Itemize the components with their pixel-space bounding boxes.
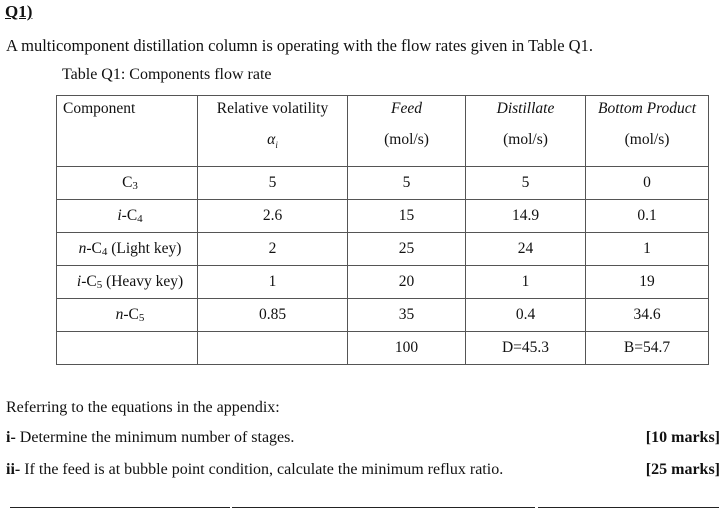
component-cell: n-C5	[57, 299, 198, 332]
header-component: Component	[57, 96, 198, 167]
distillate-cell: 24	[466, 233, 586, 266]
header-volatility: Relative volatility $\alpha_i$	[198, 96, 348, 167]
feed-cell: 20	[348, 266, 466, 299]
volatility-cell: 2.6	[198, 200, 348, 233]
bottom-cell: 1	[586, 233, 709, 266]
bottom-rule-right	[538, 507, 719, 508]
volatility-cell: 2	[198, 233, 348, 266]
question-ii	[6, 461, 720, 479]
distillate-cell: 14.9	[466, 200, 586, 233]
question-label: ii-	[6, 461, 21, 478]
table-row	[57, 167, 709, 200]
distillate-cell: 1	[466, 266, 586, 299]
bottom-rule-middle	[232, 507, 535, 508]
bottom-cell: 34.6	[586, 299, 709, 332]
feed-cell: 25	[348, 233, 466, 266]
feed-cell: 35	[348, 299, 466, 332]
volatility-cell: 5	[198, 167, 348, 200]
empty-cell	[57, 332, 198, 365]
question-label: i-	[6, 429, 16, 446]
alpha-symbol: $\alpha_i$	[267, 131, 278, 150]
feed-total-cell: 100	[348, 332, 466, 365]
distillate-cell: 5	[466, 167, 586, 200]
table-row	[57, 266, 709, 299]
question-i	[6, 429, 720, 447]
empty-cell	[198, 332, 348, 365]
bottom-total-cell: B=54.7	[586, 332, 709, 365]
bottom-cell: 0.1	[586, 200, 709, 233]
bottom-cell: 0	[586, 167, 709, 200]
flow-rate-table	[56, 95, 709, 365]
table-row	[57, 233, 709, 266]
marks-badge: [10 marks]	[645, 429, 720, 446]
feed-cell: 5	[348, 167, 466, 200]
instruction-text: Referring to the equations in the appendix:	[6, 399, 280, 416]
component-cell: C3	[57, 167, 198, 200]
header-distillate: Distillate (mol/s)	[466, 96, 586, 167]
header-feed: Feed (mol/s)	[348, 96, 466, 167]
volatility-cell: 1	[198, 266, 348, 299]
bottom-cell: 19	[586, 266, 709, 299]
marks-badge: [25 marks]	[645, 461, 720, 478]
distillate-total-cell: D=45.3	[466, 332, 586, 365]
table-caption: Table Q1: Components flow rate	[62, 66, 272, 83]
totals-row	[57, 332, 709, 365]
component-cell: i-C5 (Heavy key)	[57, 266, 198, 299]
question-heading: Q1)	[5, 2, 33, 21]
header-bottom-product: Bottom Product (mol/s)	[586, 96, 709, 167]
feed-cell: 15	[348, 200, 466, 233]
component-cell: n-C4 (Light key)	[57, 233, 198, 266]
table-header-row	[57, 96, 709, 167]
table-row	[57, 299, 709, 332]
question-text: If the feed is at bubble point condition, calculate the minimum reflux ratio.	[20, 461, 504, 478]
table-row	[57, 200, 709, 233]
question-text: Determine the minimum number of stages.	[15, 429, 295, 446]
intro-text: A multicomponent distillation column is operating with the flow rates given in Table Q1.	[6, 36, 593, 55]
volatility-cell: 0.85	[198, 299, 348, 332]
distillate-cell: 0.4	[466, 299, 586, 332]
bottom-rule-left	[10, 507, 230, 508]
component-cell: i-C4	[57, 200, 198, 233]
